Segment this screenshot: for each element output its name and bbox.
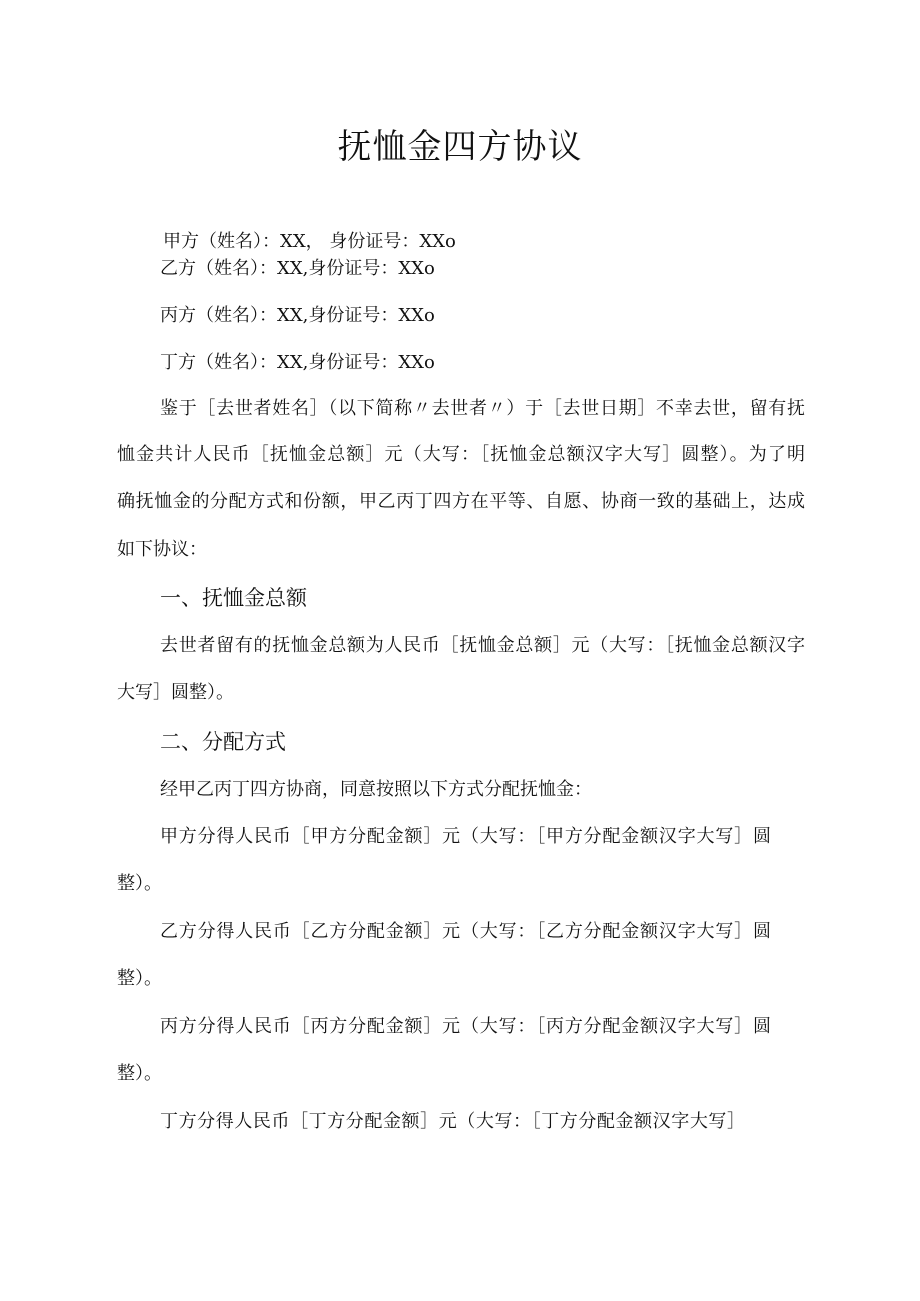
party-b-line: 乙方（姓名）：XX,身份证号：XXo — [160, 258, 435, 279]
section-1-line-2: 大写］圆整）。 — [117, 682, 234, 703]
section-1-heading: 一、抚恤金总额 — [160, 586, 307, 610]
party-d-line: 丁方（姓名）：XX,身份证号：XXo — [160, 352, 435, 373]
section-2-heading: 二、分配方式 — [160, 730, 286, 754]
document-title: 抚恤金四方协议 — [337, 127, 583, 167]
intro-line-3: 确抚恤金的分配方式和份额，甲乙丙丁四方在平等、自愿、协商一致的基础上，达成 — [117, 491, 805, 512]
party-d-share-line-1: 丁方分得人民币［丁方分配金额］元（大写：［丁方分配金额汉字大写］ — [160, 1111, 745, 1132]
party-b-share-line-2: 整）。 — [117, 968, 162, 989]
party-c-share-line-1: 丙方分得人民币［丙方分配金额］元（大写：［丙方分配金额汉字大写］圆 — [160, 1016, 771, 1037]
party-a-line: 甲方（姓名）：XX， 身份证号：XXo — [163, 231, 456, 252]
section-1-line-1: 去世者留有的抚恤金总额为人民币［抚恤金总额］元（大写：［抚恤金总额汉字 — [160, 635, 805, 656]
party-c-line: 丙方（姓名）：XX,身份证号：XXo — [160, 305, 435, 326]
party-a-share-line-2: 整）。 — [117, 873, 162, 894]
intro-line-2: 恤金共计人民币［抚恤金总额］元（大写：［抚恤金总额汉字大写］圆整）。为了明 — [117, 444, 805, 465]
party-a-share-line-1: 甲方分得人民币［甲方分配金额］元（大写：［甲方分配金额汉字大写］圆 — [160, 826, 771, 847]
party-b-share-line-1: 乙方分得人民币［乙方分配金额］元（大写：［乙方分配金额汉字大写］圆 — [160, 921, 771, 942]
intro-line-4: 如下协议： — [117, 539, 207, 560]
section-2-intro: 经甲乙丙丁四方协商，同意按照以下方式分配抚恤金： — [160, 779, 592, 800]
party-c-share-line-2: 整）。 — [117, 1063, 162, 1084]
intro-line-1: 鉴于［去世者姓名］（以下简称〃去世者〃）于［去世日期］不幸去世，留有抚 — [160, 398, 805, 419]
